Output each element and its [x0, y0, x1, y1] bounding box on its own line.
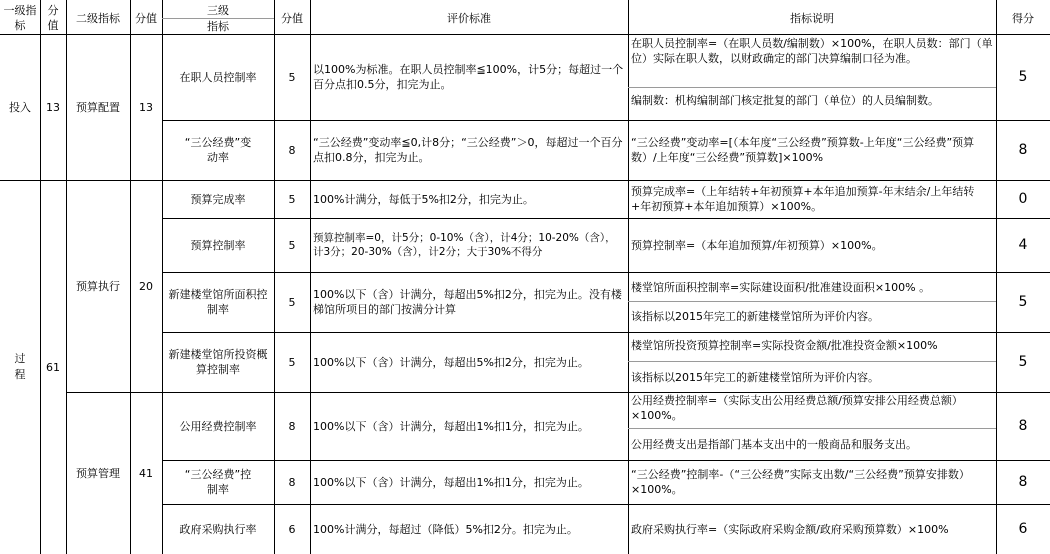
header-score3: 分值 [281, 11, 303, 25]
table-row-explain: 预算控制率=（本年追加预算/年初预算）×100%。 [631, 238, 883, 252]
subgroup-budget-mgmt-name: 预算管理 [76, 466, 120, 480]
subgroup-budget-config-score: 13 [139, 100, 153, 114]
grid-line [162, 460, 1050, 461]
table-row-indicator: 公用经费控制率 [179, 419, 257, 433]
table-row-got: 5 [1018, 293, 1028, 310]
grid-line [162, 272, 1050, 273]
table-row-explain: “三公经费”变动率=[（本年度“三公经费”预算数-上年度“三公经费”预算数）/上年度“三公经费”预算数]×100% [631, 136, 975, 164]
table-row-criteria: “三公经费”变动率≦0,计8分；“三公经费”＞0，每超过一个百分点扣0.8分，扣完为止。 [313, 136, 623, 164]
subgroup-budget-exec-name: 预算执行 [76, 279, 120, 293]
subgroup-budget-mgmt-score: 41 [139, 466, 153, 480]
table-row-score: 5 [288, 295, 296, 309]
table-row-criteria: 100%以下（含）计满分，每超出5%扣2分，扣完为止。 [313, 355, 589, 369]
table-row-score: 5 [288, 70, 296, 84]
table-row-explain: 政府采购执行率=（实际政府采购金额/政府采购预算数）×100% [631, 522, 949, 536]
grid-line [996, 0, 997, 554]
grid-line [628, 428, 996, 429]
header-level1: 一级指标 [3, 4, 37, 32]
grid-line [0, 34, 1050, 35]
table-row-explain-note: 编制数：机构编制部门核定批复的部门（单位）的人员编制数。 [631, 93, 939, 107]
grid-line [162, 504, 1050, 505]
subgroup-budget-exec-score: 20 [139, 279, 153, 293]
grid-line [628, 301, 996, 302]
table-row-criteria: 以100%为标准。在职人员控制率≦100%，计5分；每超过一个百分点扣0.5分，扣完为止。 [313, 63, 624, 91]
table-row-explain: 预算完成率=（上年结转+年初预算+本年追加预算-年末结余/上年结转+年初预算+本年追加预算）×100%。 [631, 185, 975, 213]
table-row-indicator: “三公经费”控制率 [184, 468, 252, 496]
table-row-explain: “三公经费”控制率-（“三公经费”实际支出数/“三公经费”预算安排数）×100%。 [631, 468, 970, 496]
grid-line [274, 0, 275, 554]
table-row-indicator: 新建楼堂馆所面积控制率 [168, 288, 268, 316]
table-row-explain: 楼堂馆所投资预算控制率=实际投资金额/批准投资金额×100% [631, 338, 938, 352]
table-row-criteria: 100%计满分，每低于5%扣2分，扣完为止。 [313, 192, 534, 206]
table-row-got: 4 [1018, 236, 1028, 253]
table-row-criteria: 100%以下（含）计满分，每超出1%扣1分，扣完为止。 [313, 475, 589, 489]
header-criteria: 评价标准 [447, 11, 491, 25]
table-row-score: 5 [288, 355, 296, 369]
table-row-explain: 楼堂馆所面积控制率=实际建设面积/批准建设面积×100% 。 [631, 280, 931, 294]
table-row-explain-note: 该指标以2015年完工的新建楼堂馆所为评价内容。 [631, 309, 879, 323]
table-row-criteria: 100%以下（含）计满分，每超出5%扣2分，扣完为止。没有楼梯馆所项目的部门按满分计算 [313, 288, 622, 316]
grid-line [310, 0, 311, 554]
table-row-score: 8 [288, 419, 296, 433]
table-row-score: 6 [288, 522, 296, 536]
table-row-score: 8 [288, 475, 296, 489]
subgroup-budget-config-name: 预算配置 [76, 100, 120, 114]
grid-line [0, 180, 1050, 181]
table-row-got: 5 [1018, 68, 1028, 85]
table-row-got: 0 [1018, 190, 1028, 207]
group-process-score: 61 [46, 360, 60, 374]
header-got: 得分 [1012, 11, 1034, 25]
header-level3-top: 三级 [207, 3, 229, 17]
grid-line [66, 392, 1050, 393]
grid-line [628, 0, 629, 554]
table-row-criteria: 100%以下（含）计满分，每超出1%扣1分，扣完为止。 [313, 419, 589, 433]
table-row-score: 8 [288, 143, 296, 157]
table-row-got: 8 [1018, 141, 1028, 158]
header-level3-bottom: 指标 [207, 19, 229, 33]
table-row-got: 5 [1018, 353, 1028, 370]
grid-line [130, 0, 131, 554]
group-process-name: 过 程 [14, 352, 26, 381]
table-row-indicator: 在职人员控制率 [179, 70, 257, 84]
table-row-indicator: 政府采购执行率 [179, 522, 257, 536]
table-row-explain: 公用经费控制率=（实际支出公用经费总额/预算安排公用经费总额）×100%。 [631, 394, 963, 422]
grid-line [162, 218, 1050, 219]
table-row-criteria: 100%计满分，每超过（降低）5%扣2分。扣完为止。 [313, 522, 578, 536]
group-input-name: 投入 [9, 100, 31, 114]
table-row-got: 6 [1018, 520, 1028, 537]
table-row-indicator: 预算完成率 [190, 192, 246, 206]
grid-line [162, 120, 1050, 121]
grid-line [162, 0, 163, 554]
grid-line [162, 332, 1050, 333]
grid-line [40, 0, 41, 554]
table-row-indicator: “三公经费”变动率 [184, 136, 252, 164]
table-row-got: 8 [1018, 417, 1028, 434]
header-score1: 分值 [47, 4, 59, 32]
table-row-score: 5 [288, 238, 296, 252]
table-row-score: 5 [288, 192, 296, 206]
table-row-explain-note: 公用经费支出是指部门基本支出中的一般商品和服务支出。 [631, 437, 917, 451]
grid-line [628, 361, 996, 362]
grid-line [628, 87, 996, 88]
table-row-indicator: 预算控制率 [190, 238, 246, 252]
grid-line [66, 0, 67, 554]
grid-line [162, 18, 274, 19]
header-score2: 分值 [135, 11, 157, 25]
table-row-criteria: 预算控制率=0，计5分；0-10%（含），计4分；10-20%（含），计3分；20-30%（含），计2分；大于30%不得分 [313, 232, 616, 258]
header-explanation: 指标说明 [790, 11, 834, 25]
table-row-got: 8 [1018, 473, 1028, 490]
table-row-indicator: 新建楼堂馆所投资概算控制率 [168, 348, 268, 376]
group-input-score: 13 [46, 100, 60, 114]
table-row-explain-note: 该指标以2015年完工的新建楼堂馆所为评价内容。 [631, 370, 879, 384]
table-row-explain: 在职人员控制率=（在职人员数/编制数）×100%，在职人员数：部门（单位）实际在职人数，以财政确定的部门决算编制口径为准。 [631, 37, 993, 65]
header-level2: 二级指标 [76, 11, 120, 25]
